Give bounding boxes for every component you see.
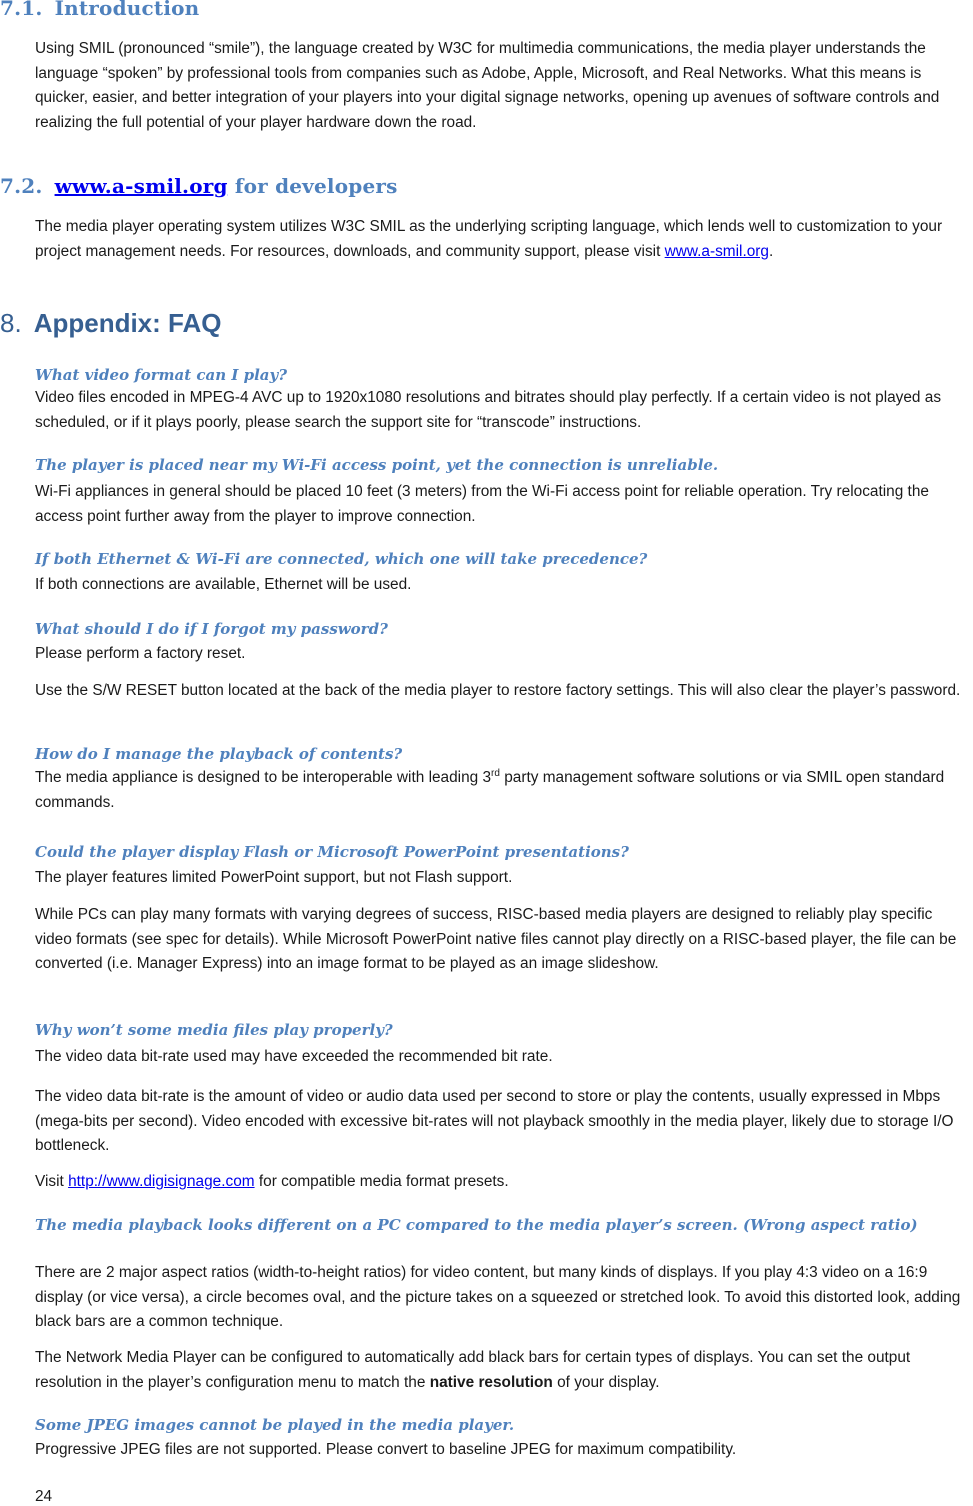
section-title: Introduction bbox=[54, 0, 200, 20]
faq-answer bbox=[35, 1170, 970, 1195]
intro-paragraph: Using SMIL (pronounced “smile”), the language created by W3C for multimedia communications, the media player understands the language “spoken” by professional tools from companies such as Adobe, Apple, Microsoft, and Real Networks. What this means is quicker, easier, and better integration of your players into your digital signage networks, opening up avenues of software controls and realizing the full potential of your player hardware down the road. bbox=[35, 40, 940, 131]
bold-term: native resolution bbox=[429, 1373, 553, 1391]
faq-question: What video format can I play? bbox=[35, 366, 288, 384]
faq-answer: There are 2 major aspect ratios (width-to-height ratios) for video content, but many kinds of displays. If you play 4:3 video on a 16:9 display (or vice versa), a circle becomes oval, and the picture takes on a squeezed or stretched look. To avoid this distorted look, adding black bars are a common technique. bbox=[35, 1264, 961, 1330]
a-smil-heading-link[interactable]: www.a-smil.org bbox=[54, 174, 228, 198]
faq-question: What should I do if I forgot my password? bbox=[35, 620, 388, 638]
answer-text: party management software solutions or via SMIL open standard commands. bbox=[35, 769, 945, 811]
faq-answer: Wi-Fi appliances in general should be placed 10 feet (3 meters) from the Wi-Fi access point for reliable operation. Try relocating the access point further away from the player to improve connection. bbox=[35, 483, 929, 525]
faq-answer bbox=[35, 1346, 970, 1395]
developers-text: The media player operating system utilizes W3C SMIL as the underlying scripting language, which lends well to customization to your project management needs. For resources, downloads, and community support, please visit bbox=[35, 218, 943, 260]
faq-question: Some JPEG images cannot be played in the media player. bbox=[35, 1416, 515, 1434]
section-7-2-heading bbox=[0, 174, 398, 198]
section-number: 7.1. bbox=[0, 0, 43, 20]
answer-text: for compatible media format presets. bbox=[254, 1173, 509, 1190]
section-title-rest: for developers bbox=[227, 174, 398, 198]
faq-question: The media playback looks different on a PC compared to the media player’s screen. (Wrong aspect ratio) bbox=[35, 1216, 918, 1234]
faq-answer: While PCs can play many formats with varying degrees of success, RISC-based media players are designed to reliably play specific video formats (see spec for details). While Microsoft PowerPoint native files cannot play directly on a RISC-based player, the file can be converted (i.e. Manager Express) into an image format to be played as an image slideshow. bbox=[35, 906, 957, 972]
faq-question: Why won’t some media files play properly? bbox=[35, 1021, 393, 1039]
faq-answer: The player features limited PowerPoint support, but not Flash support. bbox=[35, 869, 513, 886]
page-number: 24 bbox=[35, 1488, 53, 1505]
faq-answer: The video data bit-rate used may have exceeded the recommended bit rate. bbox=[35, 1048, 553, 1065]
period: . bbox=[768, 242, 774, 260]
a-smil-link[interactable]: www.a-smil.org bbox=[664, 242, 769, 260]
superscript: rd bbox=[491, 767, 500, 779]
digisignage-link[interactable]: http://www.digisignage.com bbox=[68, 1173, 255, 1190]
answer-text: of your display. bbox=[552, 1373, 660, 1391]
faq-answer: Progressive JPEG files are not supported. Please convert to baseline JPEG for maximum compatibility. bbox=[35, 1441, 737, 1458]
faq-question: Could the player display Flash or Microsoft PowerPoint presentations? bbox=[35, 843, 629, 861]
answer-text: The media appliance is designed to be interoperable with leading 3 bbox=[35, 769, 492, 786]
answer-text: The Network Media Player can be configured to automatically add black bars for certain types of displays. You can set the output resolution in the player’s configuration menu to match the bbox=[35, 1349, 911, 1391]
section-number: 7.2. bbox=[0, 174, 43, 198]
faq-answer: Video files encoded in MPEG-4 AVC up to 1920x1080 resolutions and bitrates should play perfectly. If a certain video is not played as scheduled, or if it plays poorly, please search the support site for “transcode” instructions. bbox=[35, 389, 942, 431]
faq-answer: If both connections are available, Ethernet will be used. bbox=[35, 576, 412, 593]
answer-text: Visit bbox=[35, 1173, 69, 1190]
faq-answer: Please perform a factory reset. bbox=[35, 645, 246, 662]
faq-answer: The video data bit-rate is the amount of video or audio data used per second to store or play the contents, usually expressed in Mbps (mega-bits per second). Video encoded with excessive bit-rates will not playback smoothly in the media player, likely due to storage I/O bottleneck. bbox=[35, 1088, 954, 1154]
chapter-number: 8. bbox=[0, 308, 22, 338]
section-7-1-heading bbox=[0, 0, 199, 20]
faq-answer: Use the S/W RESET button located at the back of the media player to restore factory settings. This will also clear the player’s password. bbox=[35, 682, 961, 699]
appendix-heading bbox=[0, 308, 221, 339]
developers-paragraph bbox=[35, 215, 970, 264]
faq-question: If both Ethernet & Wi-Fi are connected, which one will take precedence? bbox=[35, 550, 648, 568]
faq-question: The player is placed near my Wi-Fi access point, yet the connection is unreliable. bbox=[35, 456, 719, 474]
chapter-title: Appendix: FAQ bbox=[33, 308, 222, 338]
faq-question: How do I manage the playback of contents? bbox=[35, 745, 403, 763]
faq-answer bbox=[35, 766, 970, 815]
